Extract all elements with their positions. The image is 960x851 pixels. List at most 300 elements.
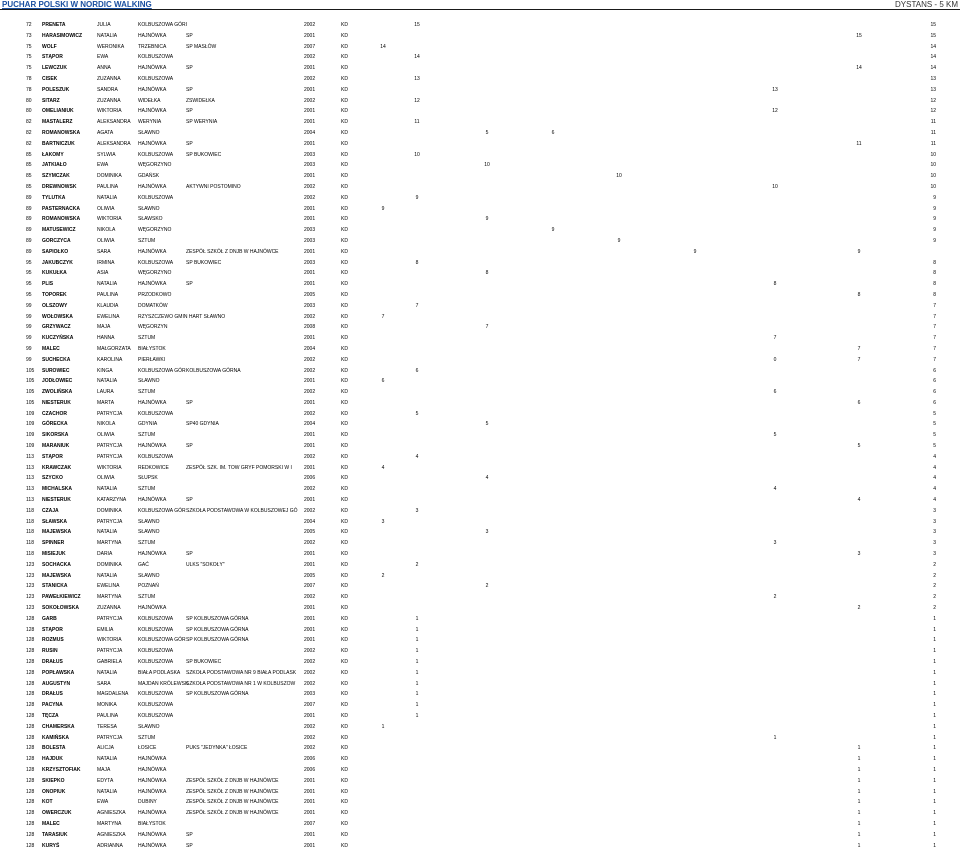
table-row bbox=[0, 679, 960, 690]
cell-first-name: EWA bbox=[97, 799, 109, 806]
cell-birth-year: 2002 bbox=[304, 356, 316, 363]
cell-town: GDYNIA bbox=[138, 421, 158, 428]
cell-last-name: ROZMUS bbox=[42, 637, 64, 644]
cell-rank: 99 bbox=[26, 302, 32, 309]
cell-birth-year: 2001 bbox=[304, 810, 316, 817]
cell-rank: 123 bbox=[26, 605, 35, 612]
cell-first-name: ASIA bbox=[97, 270, 109, 277]
table-row bbox=[0, 560, 960, 571]
cell-total: 1 bbox=[933, 669, 936, 676]
cell-first-name: AGNIESZKA bbox=[97, 810, 126, 817]
cell-birth-year: 2007 bbox=[304, 702, 316, 709]
table-row bbox=[0, 333, 960, 344]
cell-points-1: 1 bbox=[415, 637, 419, 644]
cell-town: HAJNÓWKA bbox=[138, 497, 167, 504]
cell-category: KD bbox=[341, 540, 348, 547]
cell-first-name: WERONIKA bbox=[97, 43, 125, 50]
cell-rank: 113 bbox=[26, 497, 34, 504]
cell-total: 1 bbox=[933, 820, 936, 827]
cell-first-name: ZUZANNA bbox=[97, 97, 121, 104]
cell-club: SP bbox=[186, 831, 193, 838]
table-row bbox=[0, 733, 960, 744]
cell-category: KD bbox=[341, 227, 348, 234]
cell-birth-year: 2002 bbox=[304, 194, 316, 201]
cell-first-name: NATALIA bbox=[97, 378, 118, 385]
cell-birth-year: 2001 bbox=[304, 788, 316, 795]
table-row bbox=[0, 139, 960, 150]
cell-category: KD bbox=[341, 561, 348, 568]
cell-first-name: NATALIA bbox=[97, 572, 118, 579]
table-row bbox=[0, 711, 960, 722]
cell-club: SP BUKOWIEC bbox=[186, 259, 222, 266]
cell-category: KD bbox=[341, 723, 348, 730]
cell-first-name: NIKOLA bbox=[97, 421, 116, 428]
cell-last-name: SZYMCZAK bbox=[42, 173, 70, 180]
table-row bbox=[0, 258, 960, 269]
cell-last-name: SITARZ bbox=[42, 97, 60, 104]
cell-town: TRZEBNICA bbox=[138, 43, 167, 50]
table-row bbox=[0, 625, 960, 636]
cell-town: SZTUM bbox=[138, 432, 156, 439]
cell-last-name: HARASIMOWICZ bbox=[42, 32, 82, 39]
cell-points-3: 4 bbox=[485, 475, 489, 482]
cell-total: 14 bbox=[930, 43, 936, 50]
cell-last-name: KUCZYŃSKA bbox=[42, 335, 74, 342]
cell-rank: 82 bbox=[26, 119, 32, 126]
header-bar bbox=[0, 0, 960, 9]
cell-club: SP MASŁÓW bbox=[186, 43, 217, 50]
cell-category: KD bbox=[341, 680, 348, 687]
cell-points-8: 1 bbox=[857, 842, 861, 849]
cell-first-name: EWA bbox=[97, 162, 109, 169]
table-row bbox=[0, 549, 960, 560]
cell-total: 13 bbox=[930, 75, 936, 82]
cell-points-1: 15 bbox=[414, 22, 420, 28]
cell-birth-year: 2002 bbox=[304, 183, 316, 190]
cell-points-8: 2 bbox=[857, 605, 861, 612]
cell-club: SZKOŁA PODSTAWOWA NR 1 W KOLBUSZOW bbox=[186, 680, 296, 687]
cell-town: KOLBUSZOWA bbox=[138, 615, 174, 622]
cell-first-name: WIKTORIA bbox=[97, 637, 122, 644]
table-row bbox=[0, 42, 960, 53]
cell-rank: 80 bbox=[26, 108, 32, 115]
cell-category: KD bbox=[341, 756, 348, 763]
cell-last-name: HAJDUK bbox=[42, 756, 63, 763]
cell-first-name: PATRYCJA bbox=[97, 734, 123, 741]
cell-category: KD bbox=[341, 464, 348, 471]
cell-rank: 128 bbox=[26, 766, 35, 773]
cell-last-name: SAPIOŁKO bbox=[42, 248, 69, 255]
cell-rank: 128 bbox=[26, 810, 35, 817]
cell-total: 1 bbox=[933, 788, 936, 795]
cell-total: 8 bbox=[933, 291, 936, 298]
cell-town: SŁUPSK bbox=[138, 475, 158, 482]
cell-town: KOLBUSZOWA bbox=[138, 410, 174, 417]
table-row bbox=[0, 193, 960, 204]
table-row bbox=[0, 312, 960, 323]
cell-birth-year: 2002 bbox=[304, 745, 316, 752]
cell-birth-year: 2001 bbox=[304, 216, 316, 223]
cell-category: KD bbox=[341, 291, 348, 298]
cell-first-name: DOMINIKA bbox=[97, 561, 122, 568]
table-row bbox=[0, 484, 960, 495]
cell-first-name: DOMINIKA bbox=[97, 507, 122, 514]
cell-points-1: 3 bbox=[415, 507, 419, 514]
cell-town: KOLBUSZOWA bbox=[138, 259, 174, 266]
cell-category: KD bbox=[341, 475, 348, 482]
cell-category: KD bbox=[341, 410, 348, 417]
cell-points-8: 14 bbox=[856, 65, 862, 72]
cell-category: KD bbox=[341, 626, 348, 633]
cell-club: ULKS "SOKOŁY" bbox=[186, 561, 225, 568]
cell-birth-year: 2001 bbox=[304, 32, 316, 39]
cell-total: 4 bbox=[933, 475, 936, 482]
cell-last-name: KUKUŁKA bbox=[42, 270, 67, 277]
cell-points-6: 9 bbox=[693, 248, 697, 255]
cell-birth-year: 2002 bbox=[304, 453, 316, 460]
cell-total: 15 bbox=[930, 22, 936, 28]
cell-rank: 78 bbox=[26, 86, 32, 93]
cell-last-name: GORCZYCA bbox=[42, 237, 71, 244]
cell-town: PRZODKOWO bbox=[138, 291, 172, 298]
cell-category: KD bbox=[341, 22, 348, 28]
cell-last-name: DRAŁUS bbox=[42, 691, 63, 698]
cell-points-8: 9 bbox=[857, 248, 861, 255]
cell-last-name: KRZYSZTOFIAK bbox=[42, 766, 81, 773]
table-row bbox=[0, 441, 960, 452]
table-row bbox=[0, 182, 960, 193]
cell-rank: 118 bbox=[26, 507, 34, 514]
cell-category: KD bbox=[341, 97, 348, 104]
cell-birth-year: 2008 bbox=[304, 324, 316, 331]
cell-birth-year: 2005 bbox=[304, 572, 316, 579]
cell-town: GDAŃSK bbox=[138, 173, 160, 180]
cell-club: SP bbox=[186, 32, 193, 39]
table-row bbox=[0, 452, 960, 463]
cell-town: POZNAŃ bbox=[138, 583, 159, 590]
cell-last-name: SPINNER bbox=[42, 540, 65, 547]
cell-first-name: DOMINIKA bbox=[97, 173, 122, 180]
cell-points-8: 1 bbox=[857, 810, 861, 817]
cell-rank: 82 bbox=[26, 129, 32, 136]
cell-birth-year: 2001 bbox=[304, 108, 316, 115]
cell-total: 7 bbox=[933, 356, 936, 363]
cell-points-8: 11 bbox=[856, 140, 862, 147]
cell-birth-year: 2001 bbox=[304, 637, 316, 644]
cell-club: SP bbox=[186, 140, 193, 147]
cell-club: SP KOLBUSZOWA GÓRNA bbox=[186, 691, 249, 698]
cell-last-name: NIESTERUK bbox=[42, 399, 71, 406]
cell-category: KD bbox=[341, 777, 348, 784]
cell-category: KD bbox=[341, 842, 348, 849]
cell-first-name: NATALIA bbox=[97, 281, 118, 288]
cell-town: BIAŁYSTOK bbox=[138, 820, 166, 827]
cell-category: KD bbox=[341, 302, 348, 309]
cell-category: KD bbox=[341, 583, 348, 590]
cell-points-2: 4 bbox=[381, 464, 385, 471]
table-row bbox=[0, 409, 960, 420]
cell-first-name: OLIWIA bbox=[97, 432, 115, 439]
cell-rank: 95 bbox=[26, 270, 32, 277]
cell-points-5: 10 bbox=[616, 173, 622, 180]
cell-club: ZESPÓŁ SZKÓŁ Z DNJB W HAJNÓWCE bbox=[186, 777, 279, 784]
cell-last-name: PLIS bbox=[42, 281, 54, 288]
cell-points-1: 10 bbox=[414, 151, 420, 158]
cell-category: KD bbox=[341, 281, 348, 288]
cell-birth-year: 2004 bbox=[304, 518, 316, 525]
cell-town: HAJNÓWKA bbox=[138, 551, 167, 558]
cell-town: HAJNÓWKA bbox=[138, 831, 167, 838]
cell-total: 3 bbox=[933, 540, 936, 547]
cell-last-name: BOLESTA bbox=[42, 745, 66, 752]
cell-birth-year: 2001 bbox=[304, 464, 316, 471]
cell-points-3: 5 bbox=[485, 129, 489, 136]
cell-points-7: 12 bbox=[772, 108, 778, 115]
cell-last-name: STĄPOR bbox=[42, 453, 63, 460]
cell-category: KD bbox=[341, 399, 348, 406]
cell-first-name: PAULINA bbox=[97, 183, 119, 190]
cell-rank: 95 bbox=[26, 259, 32, 266]
cell-rank: 82 bbox=[26, 140, 32, 147]
cell-club: SP bbox=[186, 497, 193, 504]
cell-town: REDKOWICE bbox=[138, 464, 169, 471]
cell-town: SZTUM bbox=[138, 389, 156, 396]
table-row bbox=[0, 301, 960, 312]
cell-first-name: NATALIA bbox=[97, 788, 118, 795]
cell-last-name: PAWEŁKIEWICZ bbox=[42, 594, 81, 601]
cell-town: MAJDAN KRÓLEWSK bbox=[138, 680, 189, 687]
cell-town: DOMATKÓW bbox=[138, 302, 168, 309]
cell-category: KD bbox=[341, 734, 348, 741]
cell-town: KOLBUSZOWA bbox=[138, 702, 174, 709]
cell-club: ZESPÓŁ SZKÓŁ Z DNJB W HAJNÓWCE bbox=[186, 788, 279, 795]
cell-rank: 128 bbox=[26, 734, 35, 741]
cell-points-8: 1 bbox=[857, 788, 861, 795]
cell-last-name: POPŁAWSKA bbox=[42, 669, 75, 676]
cell-birth-year: 2001 bbox=[304, 799, 316, 806]
cell-rank: 128 bbox=[26, 820, 35, 827]
cell-town: HAJNÓWKA bbox=[138, 766, 167, 773]
cell-town: KOLBUSZOWA bbox=[138, 691, 174, 698]
page-title[interactable]: PUCHAR POLSKI W NORDIC WALKING bbox=[2, 0, 152, 9]
cell-points-8: 1 bbox=[857, 745, 861, 752]
cell-rank: 128 bbox=[26, 659, 35, 666]
cell-first-name: NIKOLA bbox=[97, 227, 116, 234]
cell-total: 2 bbox=[933, 583, 936, 590]
cell-category: KD bbox=[341, 183, 348, 190]
cell-last-name: ŁAKOMY bbox=[42, 151, 64, 158]
cell-last-name: MISIEJUK bbox=[42, 551, 66, 558]
cell-total: 1 bbox=[933, 680, 936, 687]
cell-town: HAJNÓWKA bbox=[138, 842, 167, 849]
cell-rank: 89 bbox=[26, 205, 32, 212]
cell-town: SZTUM bbox=[138, 734, 156, 741]
cell-category: KD bbox=[341, 237, 348, 244]
cell-last-name: SKIEPKO bbox=[42, 777, 65, 784]
cell-town: WĘGORZYNO bbox=[138, 162, 172, 169]
cell-birth-year: 2002 bbox=[304, 367, 316, 374]
cell-total: 4 bbox=[933, 486, 936, 493]
cell-rank: 89 bbox=[26, 227, 32, 234]
cell-first-name: PATRYCJA bbox=[97, 648, 123, 655]
cell-points-2: 1 bbox=[381, 723, 385, 730]
cell-category: KD bbox=[341, 605, 348, 612]
cell-first-name: KLAUDIA bbox=[97, 302, 119, 309]
cell-total: 14 bbox=[930, 54, 936, 61]
cell-town: KOLBUSZOWA bbox=[138, 151, 174, 158]
cell-total: 1 bbox=[933, 777, 936, 784]
cell-total: 4 bbox=[933, 497, 936, 504]
cell-total: 1 bbox=[933, 831, 936, 838]
cell-last-name: GARB bbox=[42, 615, 57, 622]
cell-birth-year: 2002 bbox=[304, 680, 316, 687]
cell-club: AKTYWNI POSTOMINO bbox=[186, 183, 241, 190]
cell-rank: 89 bbox=[26, 194, 32, 201]
cell-total: 3 bbox=[933, 518, 936, 525]
cell-total: 14 bbox=[930, 65, 936, 72]
cell-points-3: 10 bbox=[484, 162, 490, 169]
cell-last-name: SUROWIEC bbox=[42, 367, 70, 374]
cell-points-8: 5 bbox=[857, 443, 861, 450]
table-row bbox=[0, 247, 960, 258]
cell-first-name: PATRYCJA bbox=[97, 443, 123, 450]
cell-total: 1 bbox=[933, 766, 936, 773]
cell-points-1: 13 bbox=[414, 75, 420, 82]
cell-total: 9 bbox=[933, 205, 936, 212]
cell-last-name: KURYŚ bbox=[42, 842, 60, 849]
cell-first-name: ZUZANNA bbox=[97, 75, 121, 82]
cell-birth-year: 2002 bbox=[304, 313, 316, 320]
cell-last-name: TOPOREK bbox=[42, 291, 67, 298]
cell-last-name: MALEC bbox=[42, 345, 60, 352]
cell-first-name: TERESA bbox=[97, 723, 118, 730]
cell-club: ZESPÓŁ SZK. IM. TOW GRYF POMORSKI W I bbox=[186, 464, 292, 471]
cell-last-name: DREWNOWSK bbox=[42, 183, 77, 190]
cell-town: KOLBUSZOWA bbox=[138, 75, 174, 82]
cell-first-name: AGNIESZKA bbox=[97, 831, 126, 838]
cell-total: 2 bbox=[933, 561, 936, 568]
cell-points-1: 1 bbox=[415, 615, 419, 622]
cell-club: SZKOŁA PODSTAWOWA NR 9 BIAŁA PODLASK bbox=[186, 669, 297, 676]
cell-first-name: NATALIA bbox=[97, 756, 118, 763]
cell-category: KD bbox=[341, 594, 348, 601]
cell-rank: 128 bbox=[26, 756, 35, 763]
table-row bbox=[0, 31, 960, 42]
cell-first-name: MONIKA bbox=[97, 702, 117, 709]
cell-first-name: JULIA bbox=[97, 22, 111, 28]
cell-category: KD bbox=[341, 75, 348, 82]
cell-points-1: 1 bbox=[415, 659, 419, 666]
cell-total: 10 bbox=[930, 162, 936, 169]
cell-total: 4 bbox=[933, 453, 936, 460]
cell-birth-year: 2003 bbox=[304, 691, 316, 698]
cell-category: KD bbox=[341, 356, 348, 363]
table-row bbox=[0, 635, 960, 646]
cell-rank: 123 bbox=[26, 561, 35, 568]
cell-rank: 118 bbox=[26, 540, 34, 547]
cell-town: HAJNÓWKA bbox=[138, 183, 167, 190]
cell-rank: 128 bbox=[26, 637, 35, 644]
table-row bbox=[0, 279, 960, 290]
table-row bbox=[0, 495, 960, 506]
table-row bbox=[0, 722, 960, 733]
cell-points-3: 8 bbox=[485, 270, 489, 277]
cell-points-2: 9 bbox=[381, 205, 385, 212]
cell-last-name: MICHALSKA bbox=[42, 486, 72, 493]
cell-first-name: KAROLINA bbox=[97, 356, 123, 363]
cell-rank: 123 bbox=[26, 594, 35, 601]
cell-last-name: PASTERNACKA bbox=[42, 205, 80, 212]
table-row bbox=[0, 96, 960, 107]
table-row bbox=[0, 376, 960, 387]
cell-first-name: PATRYCJA bbox=[97, 518, 123, 525]
cell-town: KOLBUSZOWA bbox=[138, 626, 174, 633]
cell-total: 5 bbox=[933, 432, 936, 439]
table-row bbox=[0, 527, 960, 538]
table-row bbox=[0, 63, 960, 74]
cell-total: 11 bbox=[930, 119, 936, 126]
header-separator bbox=[0, 9, 960, 10]
cell-rank: 128 bbox=[26, 626, 35, 633]
cell-rank: 99 bbox=[26, 345, 32, 352]
cell-birth-year: 2007 bbox=[304, 583, 316, 590]
cell-points-3: 7 bbox=[485, 324, 489, 331]
cell-points-1: 1 bbox=[415, 713, 419, 719]
table-row bbox=[0, 387, 960, 398]
cell-birth-year: 2002 bbox=[304, 410, 316, 417]
cell-town: KOLBUSZOWA GÓRI bbox=[138, 22, 187, 28]
table-row bbox=[0, 571, 960, 582]
cell-points-8: 8 bbox=[857, 291, 861, 298]
cell-first-name: HANNA bbox=[97, 335, 115, 342]
table-row bbox=[0, 506, 960, 517]
cell-town: KOLBUSZOWA GÓR bbox=[138, 637, 186, 644]
cell-total: 1 bbox=[933, 615, 936, 622]
table-row bbox=[0, 603, 960, 614]
cell-first-name: SANDRA bbox=[97, 86, 118, 93]
cell-rank: 128 bbox=[26, 669, 35, 676]
cell-first-name: NATALIA bbox=[97, 486, 118, 493]
cell-first-name: NATALIA bbox=[97, 669, 118, 676]
cell-town: ŁOSICE bbox=[138, 745, 157, 752]
cell-first-name: ZUZANNA bbox=[97, 605, 121, 612]
table-row bbox=[0, 754, 960, 765]
cell-total: 2 bbox=[933, 572, 936, 579]
cell-points-5: 9 bbox=[617, 237, 621, 244]
table-row bbox=[0, 668, 960, 679]
cell-points-1: 7 bbox=[415, 302, 419, 309]
cell-first-name: OLIWIA bbox=[97, 475, 115, 482]
cell-rank: 99 bbox=[26, 335, 32, 342]
cell-rank: 109 bbox=[26, 410, 35, 417]
cell-points-4: 9 bbox=[551, 227, 555, 234]
cell-total: 12 bbox=[930, 97, 936, 104]
cell-category: KD bbox=[341, 65, 348, 72]
cell-category: KD bbox=[341, 32, 348, 39]
cell-first-name: WIKTORIA bbox=[97, 108, 122, 115]
cell-category: KD bbox=[341, 194, 348, 201]
cell-category: KD bbox=[341, 669, 348, 676]
results-table bbox=[0, 20, 960, 851]
cell-birth-year: 2001 bbox=[304, 378, 316, 385]
cell-birth-year: 2001 bbox=[304, 842, 316, 849]
cell-last-name: WOŁOWSKA bbox=[42, 313, 73, 320]
cell-birth-year: 2003 bbox=[304, 237, 316, 244]
cell-points-2: 14 bbox=[380, 43, 386, 50]
cell-category: KD bbox=[341, 173, 348, 180]
cell-first-name: EWELINA bbox=[97, 313, 120, 320]
cell-rank: 105 bbox=[26, 378, 35, 385]
